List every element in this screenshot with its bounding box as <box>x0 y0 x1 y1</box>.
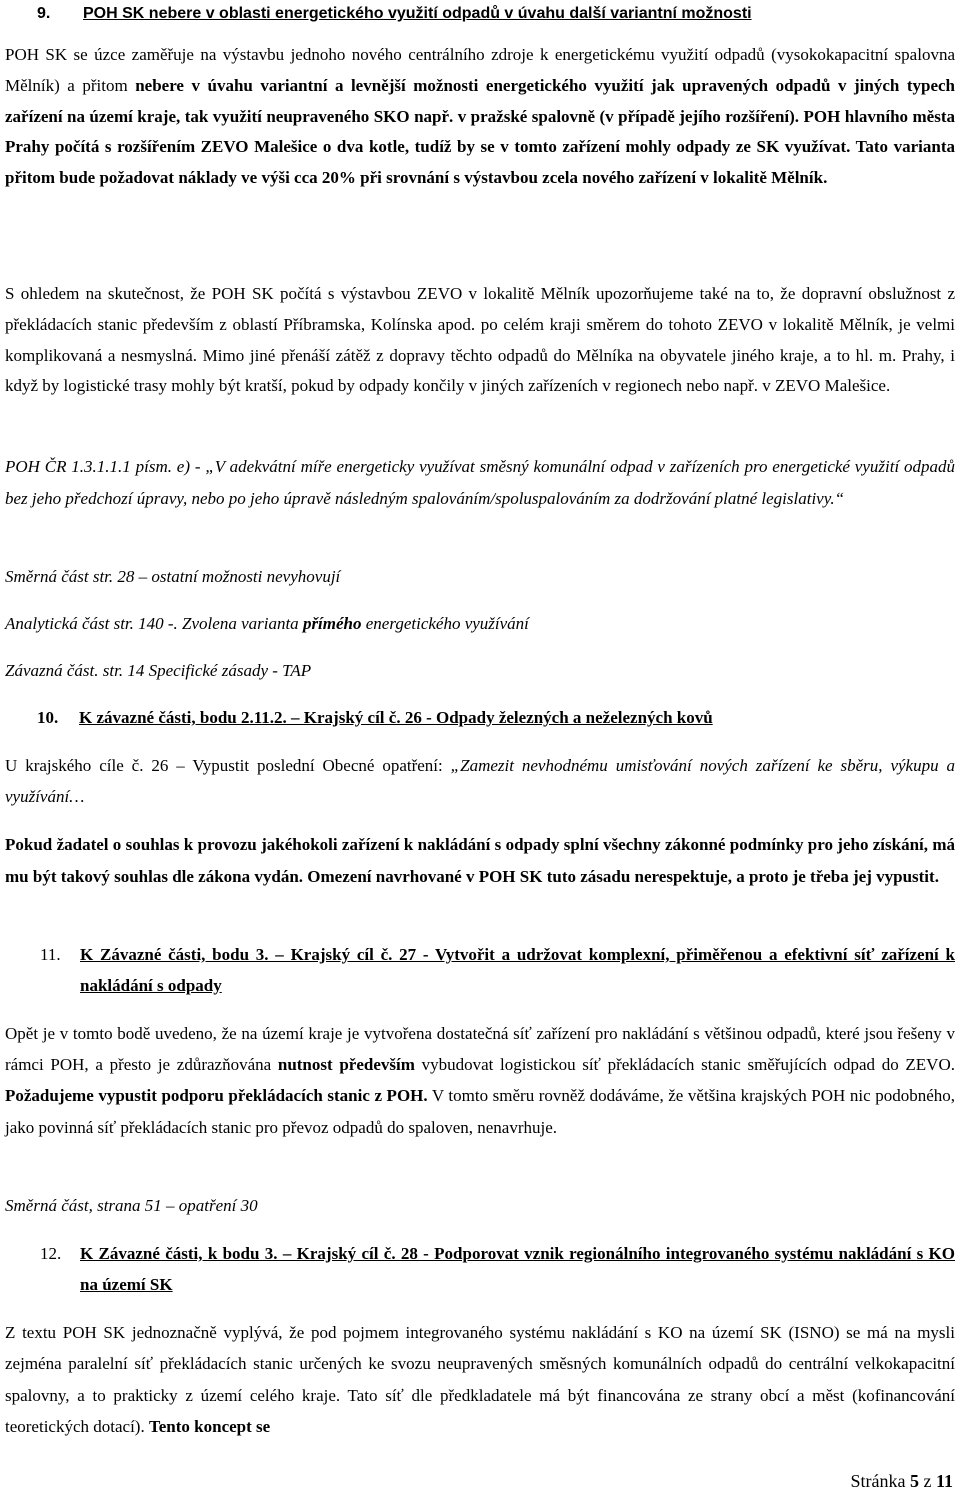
paragraph-9 <box>5 1018 955 1143</box>
footer-label: Stránka <box>850 1471 910 1491</box>
paragraph-2 <box>5 279 955 402</box>
section-9-heading <box>0 3 960 25</box>
paragraph-8-text: Pokud žadatel o souhlas k provozu jakéhokoli zařízení k nakládání s odpady splní všechny zákonné podmínky pro jeho získání, má mu být takový souhlas dle zákona vydán. Omezení navrhované v POH SK tuto zásadu nerespektuje, a proto je třeba jej vypustit. <box>5 835 955 886</box>
section-9-number: 9. <box>37 5 51 22</box>
paragraph-4-text: Směrná část str. 28 – ostatní možnosti nevyhovují <box>5 567 341 586</box>
section-11-heading <box>40 940 955 1001</box>
paragraph-4 <box>5 562 955 593</box>
paragraph-9-bold-2: Požadujeme vypustit podporu překládacích stanic z POH. <box>5 1086 428 1106</box>
paragraph-9-e: V tomto směru rovněž dodáváme, že většina krajských POH nic podobného, jako povinná síť překládacích stanic pro převoz odpadů do spaloven, nenavrhuje. <box>5 1086 955 1137</box>
paragraph-5-bold: přímého <box>302 614 362 633</box>
paragraph-7 <box>5 750 955 812</box>
footer-of: z <box>918 1471 936 1491</box>
paragraph-1-text: POH SK se úzce zaměřuje na výstavbu jednoho nového centrálního zdroje k energetickému využití odpadů (vysokokapacitní spalovna Mělník) a přitom <box>5 45 955 95</box>
poh-cr-quote: „V adekvátní míře energeticky využívat směsný komunální odpad v zařízeních pro energetické využití odpadů bez jeho předchozí úpravy, nebo po jeho úpravě následným spalováním/spoluspalováním za dodržování platné legislativy.“ <box>5 457 955 508</box>
section-10-title: K závazné části, bodu 2.11.2. – Krajský cíl č. 26 - Odpady železných a neželezných kovů <box>79 708 713 727</box>
poh-cr-reference: POH ČR 1.3.1.1.1 písm. e) - <box>5 457 206 476</box>
section-12-title: K Závazné části, k bodu 3. – Krajský cíl č. 28 - Podporovat vznik regionálního integrovaného systému nakládání s KO na území SK <box>80 1244 955 1294</box>
paragraph-11 <box>5 1317 955 1442</box>
paragraph-11-a: Z textu POH SK jednoznačně vyplývá, že pod pojmem integrovaného systému nakládání s KO na území SK (ISNO) se má na mysli zejména paralelní síť překládacích stanic určených ke svozu neupravených směsných komunálních odpadů do centrální velkokapacitní spalovny, a to prakticky z území celého kraje. Tato síť dle předkladatele má být financována ze strany obcí a měst (kofinancování teoretických dotací). <box>5 1323 955 1436</box>
paragraph-9-bold-1: nutnost především <box>277 1055 415 1075</box>
paragraph-5-c: energetického využívání <box>361 614 529 633</box>
section-11-title: K Závazné části, bodu 3. – Krajský cíl č. 27 - Vytvořit a udržovat komplexní, přiměřenou a efektivní síť zařízení k nakládání s odpady <box>80 945 955 995</box>
paragraph-3 <box>5 451 955 515</box>
paragraph-6 <box>5 656 955 687</box>
paragraph-1-bold: nebere v úvahu variantní a levnější možnosti energetického využití jak upravených odpadů v jiných typech zařízení na území kraje, tak využití neupraveného SKO např. v pražské spalovně (v případě jejího rozšíření). POH hlavního města Prahy počítá s rozšířením ZEVO Malešice o dva kotle, tudíž by se v tomto zařízení mohly odpady ze SK využívat. Tato varianta přitom bude požadovat náklady ve výši cca 20% při srovnání s výstavbou zcela nového zařízení v lokalitě Mělník. <box>5 75 955 188</box>
paragraph-10 <box>5 1191 955 1222</box>
section-12-number: 12. <box>40 1244 62 1263</box>
paragraph-8 <box>5 829 955 892</box>
paragraph-11-bold: Tento koncept se <box>148 1416 271 1436</box>
paragraph-2-text: S ohledem na skutečnost, že POH SK počítá s výstavbou ZEVO v lokalitě Mělník upozorňujeme také na to, že dopravní obslužnost z překládacích stanic především z oblastí Příbramska, Kolínska apod. po celém kraji směrem do tohoto ZEVO v lokalitě Mělník, je velmi komplikovaná a nesmyslná. Mimo jiné přenáší zátěž z dopravy těchto odpadů do Mělníka na obyvatele jiného kraje, a to hl. m. Prahy, i když by logistické trasy mohly být kratší, pokud by odpady končily v jiných zařízeních v regionech nebo např. v ZEVO Malešice. <box>5 284 955 396</box>
section-12-heading <box>40 1239 955 1300</box>
paragraph-1 <box>5 40 955 194</box>
section-10-number: 10. <box>37 708 59 727</box>
paragraph-9-a: Opět je v tomto bodě uvedeno, že na území kraje je vytvořena dostatečná síť zařízení pro nakládání s většinou odpadů, které jsou řešeny v rámci POH, a přesto je zdůrazňována <box>5 1024 955 1075</box>
paragraph-7-quote: „Zamezit nevhodnému umisťování nových zařízení ke sběru, výkupu a využívání… <box>5 756 955 806</box>
footer-page-number: 5 <box>909 1471 919 1491</box>
paragraph-6-text: Závazná část. str. 14 Specifické zásady - TAP <box>5 661 312 680</box>
section-9-title: POH SK nebere v oblasti energetického využití odpadů v úvahu další variantní možnosti <box>83 5 752 22</box>
paragraph-9-c: vybudovat logistickou síť překládacích stanic směřujících odpad do ZEVO. <box>414 1055 955 1075</box>
paragraph-5-a: Analytická část str. 140 -. Zvolena varianta <box>5 614 303 633</box>
paragraph-7-a: U krajského cíle č. 26 – Vypustit poslední Obecné opatření: <box>5 756 451 775</box>
paragraph-5 <box>5 609 955 640</box>
footer-total-pages: 11 <box>935 1471 953 1491</box>
section-10-heading <box>37 703 955 734</box>
paragraph-10-text: Směrná část, strana 51 – opatření 30 <box>5 1196 258 1215</box>
section-11-number: 11. <box>40 945 61 964</box>
